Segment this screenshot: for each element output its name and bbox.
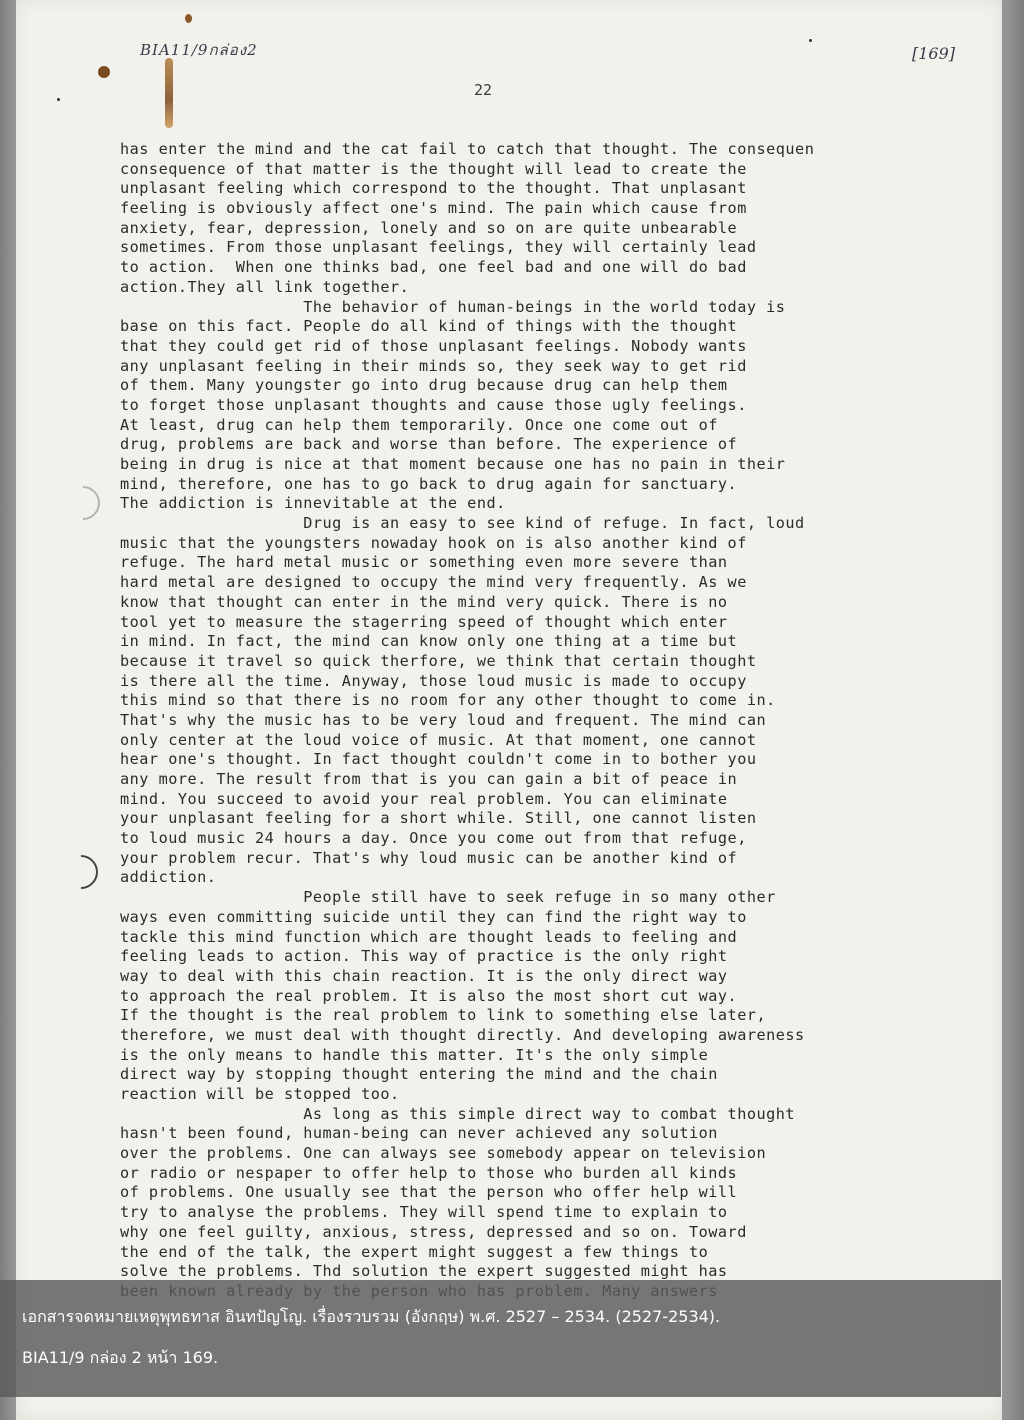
text-line: is there all the time. Anyway, those loud music is made to occupy — [120, 671, 747, 690]
text-line: because it travel so quick therfore, we think that certain thought — [120, 651, 757, 670]
caption-overlay — [0, 1280, 1001, 1397]
text-line: addiction. — [120, 868, 217, 887]
text-line: tackle this mind function which are thought leads to feeling and — [120, 927, 738, 946]
text-line: As long as this simple direct way to combat thought — [120, 1104, 796, 1123]
text-line: only center at the loud voice of music. At that moment, one cannot — [120, 730, 757, 749]
text-line: to loud music 24 hours a day. Once you come out from that refuge, — [120, 829, 747, 848]
text-line: hear one's thought. In fact thought couldn't come in to bother you — [120, 750, 757, 769]
text-line: anxiety, fear, depression, lonely and so on are quite unbearable — [120, 218, 738, 237]
text-line: over the problems. One can always see somebody appear on television — [120, 1144, 767, 1163]
text-line: this mind so that there is no room for any other thought to come in. — [120, 691, 776, 710]
text-line: The behavior of human-beings in the world today is — [120, 297, 786, 316]
text-line: of them. Many youngster go into drug because drug can help them — [120, 376, 728, 395]
caption-reference: BIA11/9 กล่อง 2 หน้า 169. — [22, 1348, 219, 1367]
text-line: refuge. The hard metal music or something even more severe than — [120, 553, 728, 572]
text-line: feeling is obviously affect one's mind. The pain which cause from — [120, 199, 747, 218]
text-line: has enter the mind and the cat fail to catch that thought. The consequen — [120, 140, 815, 158]
text-line: ways even committing suicide until they can find the right way to — [120, 907, 747, 926]
text-line: being in drug is nice at that moment because one has no pain in their — [120, 455, 786, 473]
text-line: of problems. One usually see that the person who offer help will — [120, 1183, 738, 1202]
caption-title: เอกสารจดหมายเหตุพุทธทาส อินทปัญโญ. เรื่องรวบรวม (อังกฤษ) พ.ศ. 2527 – 2534. (2527-2534). — [22, 1307, 721, 1326]
text-line: reaction will be stopped too. — [120, 1085, 400, 1103]
text-line: is the only means to handle this matter. It's the only simple — [120, 1045, 709, 1064]
text-line: hard metal are designed to occupy the mind very frequently. As we — [120, 573, 747, 592]
ink-dot — [809, 39, 812, 42]
text-line: sometimes. From those unplasant feelings, they will certainly lead — [120, 238, 757, 257]
text-line: solve the problems. Thd solution the expert suggested might has — [120, 1262, 728, 1281]
text-line: to action. When one thinks bad, one feel bad and one will do bad — [120, 258, 747, 277]
text-line: The addiction is innevitable at the end. — [120, 494, 506, 513]
text-line: therefore, we must deal with thought directly. And developing awareness — [120, 1025, 805, 1044]
text-line: People still have to seek refuge in so many other — [120, 888, 776, 907]
text-line: in mind. In fact, the mind can know only one thing at a time but — [120, 632, 738, 651]
text-line: know that thought can enter in the mind very quick. There is no — [120, 592, 728, 611]
text-line: action.They all link together. — [120, 277, 410, 296]
text-line: hasn't been found, human-being can never achieved any solution — [120, 1124, 718, 1143]
typewritten-body — [120, 140, 1000, 1302]
text-line: your unplasant feeling for a short while. Still, one cannot listen — [120, 809, 757, 828]
text-line: direct way by stopping thought entering the mind and the chain — [120, 1065, 718, 1084]
text-line: to approach the real problem. It is also the most short cut way. — [120, 986, 738, 1005]
text-line: base on this fact. People do all kind of things with the thought — [120, 317, 738, 336]
text-line: mind, therefore, one has to go back to drug again for sanctuary. — [120, 474, 738, 493]
text-line: or radio or nespaper to offer help to those who burden all kinds — [120, 1163, 738, 1182]
text-line: to forget those unplasant thoughts and cause those ugly feelings. — [120, 395, 747, 414]
text-line: your problem recur. That's why loud music can be another kind of — [120, 848, 738, 867]
text-line: way to deal with this chain reaction. It is the only direct way — [120, 966, 728, 985]
text-line: consequence of that matter is the thought will lead to create the — [120, 159, 747, 178]
handwritten-archive-reference: BIA11/9กล่อง2 — [140, 41, 258, 59]
text-line: unplasant feeling which correspond to the thought. That unplasant — [120, 179, 747, 198]
text-line: tool yet to measure the stagerring speed of thought which enter — [120, 612, 728, 631]
stain-mark — [98, 66, 110, 78]
text-line: any unplasant feeling in their minds so, they seek way to get rid — [120, 356, 747, 375]
stain-mark — [165, 58, 173, 128]
text-line: feeling leads to action. This way of practice is the only right — [120, 947, 728, 966]
text-line: drug, problems are back and worse than before. The experience of — [120, 435, 738, 454]
text-line: That's why the music has to be very loud and frequent. The mind can — [120, 710, 767, 729]
text-line: any more. The result from that is you can gain a bit of peace in — [120, 770, 738, 788]
text-line: mind. You succeed to avoid your real problem. You can eliminate — [120, 789, 728, 808]
text-line: try to analyse the problems. They will spend time to explain to — [120, 1203, 728, 1222]
ink-dot — [57, 98, 60, 101]
text-line: that they could get rid of those unplasant feelings. Nobody wants — [120, 336, 747, 355]
text-line: At least, drug can help them temporarily. Once one come out of — [120, 415, 718, 434]
page-number: 22 — [474, 81, 493, 99]
text-line: the end of the talk, the expert might suggest a few things to — [120, 1242, 709, 1261]
handwritten-page-reference: [169] — [912, 44, 956, 63]
text-line: why one feel guilty, anxious, stress, depressed and so on. Toward — [120, 1222, 747, 1241]
text-line: music that the youngsters nowaday hook on is also another kind of — [120, 533, 747, 552]
text-line: Drug is an easy to see kind of refuge. In fact, loud — [120, 514, 805, 533]
text-line: If the thought is the real problem to link to something else later, — [120, 1006, 767, 1025]
stain-mark — [185, 14, 192, 23]
